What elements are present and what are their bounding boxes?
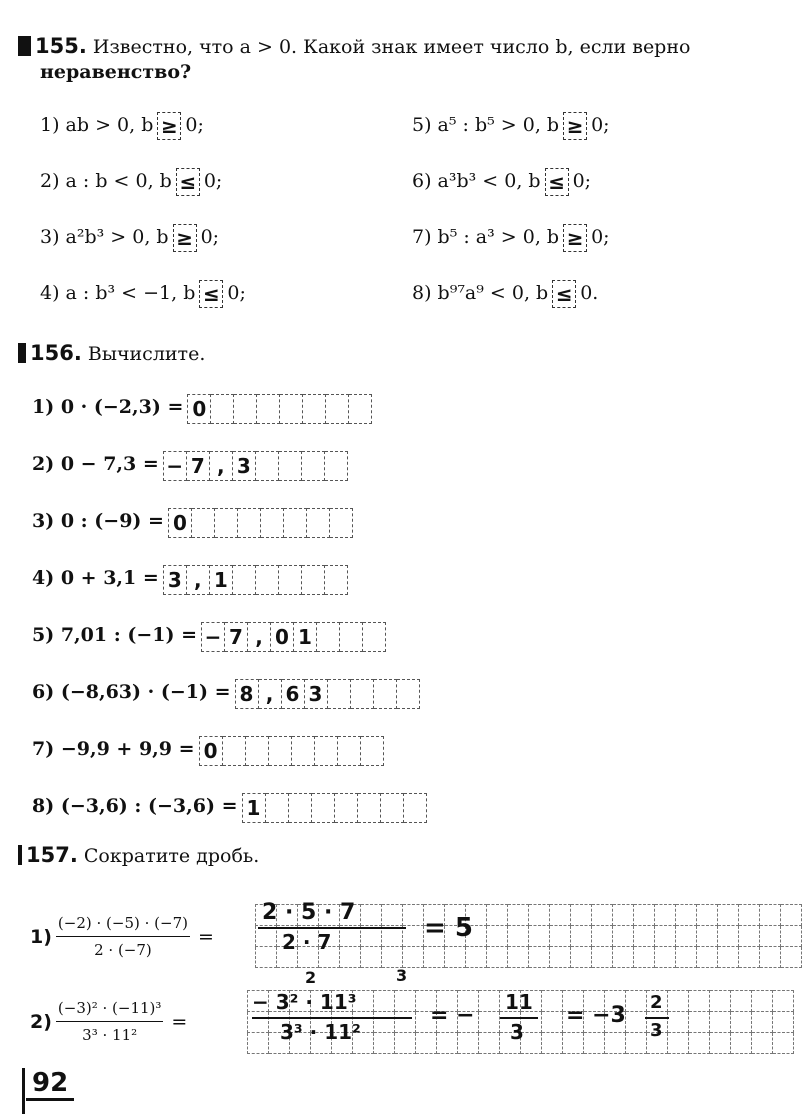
grid-cell[interactable]	[487, 947, 508, 968]
grid-cell[interactable]	[256, 947, 277, 968]
grid-cell[interactable]	[731, 991, 752, 1012]
grid-cell[interactable]	[361, 905, 382, 926]
answer-cell[interactable]	[211, 394, 234, 424]
grid-cell[interactable]	[773, 1012, 794, 1033]
task-155-item-4: 4) a : b³ < −1, b ≤ 0;	[40, 282, 246, 306]
work-denominator: 2 · 7	[282, 930, 332, 954]
grid-cell[interactable]	[542, 1033, 563, 1054]
task-155-item-6: 6) a³b³ < 0, b ≤ 0;	[412, 170, 592, 194]
grid-cell[interactable]	[655, 905, 676, 926]
task-number: 157.	[26, 843, 78, 867]
answer-cell[interactable]	[289, 793, 312, 823]
task-156-header	[18, 341, 205, 366]
grid-cell[interactable]	[752, 1033, 773, 1054]
expression: 7) −9,9 + 9,9 =	[32, 738, 195, 760]
grid-cell[interactable]	[487, 926, 508, 947]
grid-cell[interactable]	[634, 926, 655, 947]
answer-cell[interactable]: 0	[199, 736, 223, 766]
work-middle-numerator: 11	[505, 990, 533, 1014]
page-number: 92	[32, 1068, 69, 1098]
grid-cell[interactable]	[773, 1033, 794, 1054]
answer-cell[interactable]	[328, 679, 351, 709]
grid-cell[interactable]	[508, 926, 529, 947]
expression: 8) (−3,6) : (−3,6) =	[32, 795, 238, 817]
grid-cell[interactable]	[248, 1012, 269, 1033]
fraction-bar	[500, 1017, 538, 1019]
grid-cell[interactable]	[403, 947, 424, 968]
grid-cell[interactable]	[731, 1033, 752, 1054]
grid-cell[interactable]	[626, 1033, 647, 1054]
grid-cell[interactable]	[752, 991, 773, 1012]
answer-cell[interactable]: 0	[187, 394, 211, 424]
answer-cells[interactable]	[187, 394, 372, 424]
task-155-item-1: 1) ab > 0, b ≥ 0;	[40, 114, 204, 138]
grid-cell[interactable]	[424, 947, 445, 968]
task-155-text-line2: неравенство?	[40, 61, 192, 83]
answer-cell[interactable]	[302, 565, 325, 595]
task-marker	[18, 343, 26, 363]
expression: 2) 0 − 7,3 =	[32, 453, 159, 475]
answer-cell[interactable]	[246, 736, 269, 766]
grid-cell[interactable]	[710, 1033, 731, 1054]
grid-cell[interactable]	[605, 1033, 626, 1054]
grid-cell[interactable]	[697, 926, 718, 947]
grid-cell[interactable]	[592, 947, 613, 968]
answer-cell[interactable]	[302, 451, 325, 481]
answer-cell[interactable]	[340, 622, 363, 652]
grid-cell[interactable]	[340, 947, 361, 968]
answer-box[interactable]: ≥	[563, 112, 587, 140]
answer-cell[interactable]	[279, 565, 302, 595]
answer-cell[interactable]: ,	[248, 622, 271, 652]
grid-cell[interactable]	[487, 905, 508, 926]
grid-cell[interactable]	[416, 1033, 437, 1054]
page-number-rule	[22, 1068, 25, 1114]
answer-cell[interactable]: 1	[210, 565, 233, 595]
answer-cell[interactable]: 3	[305, 679, 328, 709]
grid-cell[interactable]	[760, 926, 781, 947]
grid-cell[interactable]	[374, 1033, 395, 1054]
grid-cell[interactable]	[542, 991, 563, 1012]
answer-cell[interactable]	[234, 394, 257, 424]
work-numerator: − 3² · 11³	[252, 990, 357, 1014]
answer-cell[interactable]	[338, 736, 361, 766]
answer-cell[interactable]	[256, 451, 279, 481]
grid-cell[interactable]	[395, 1033, 416, 1054]
answer-cell[interactable]	[266, 793, 289, 823]
grid-cell[interactable]	[550, 926, 571, 947]
task-157-item-1: 1) $\frac{(-2) \cdot (-5) \cdot (-7)}{2 \cdot (-7)}$ =	[30, 910, 214, 963]
answer-box[interactable]: ≥	[563, 224, 587, 252]
grid-cell[interactable]	[479, 991, 500, 1012]
expression: 1) 0 · (−2,3) =	[32, 396, 184, 418]
answer-cell[interactable]	[317, 622, 340, 652]
grid-cell[interactable]	[739, 926, 760, 947]
grid-cell[interactable]	[613, 905, 634, 926]
task-156-title: Вычислите.	[87, 343, 206, 365]
grid-cell[interactable]	[437, 1033, 458, 1054]
answer-box[interactable]: ≤	[176, 168, 200, 196]
expression: 3) 0 : (−9) =	[32, 510, 164, 532]
answer-cell[interactable]: 1	[242, 793, 266, 823]
answer-cell[interactable]: 3	[233, 451, 256, 481]
answer-box[interactable]: ≤	[545, 168, 569, 196]
grid-cell[interactable]	[248, 1033, 269, 1054]
answer-cell[interactable]	[315, 736, 338, 766]
answer-cell[interactable]: ,	[259, 679, 282, 709]
answer-cell[interactable]	[361, 736, 384, 766]
grid-cell[interactable]	[668, 991, 689, 1012]
grid-cell[interactable]	[739, 905, 760, 926]
answer-cell[interactable]: −	[201, 622, 225, 652]
task-155-item-3: 3) a²b³ > 0, b ≥ 0;	[40, 226, 220, 250]
grid-cell[interactable]	[781, 905, 802, 926]
answer-cell[interactable]: 7	[225, 622, 248, 652]
grid-cell[interactable]	[571, 947, 592, 968]
task-156-list	[32, 394, 427, 850]
task-155-item-8: 8) b⁹⁷a⁹ < 0, b ≤ 0.	[412, 282, 599, 306]
grid-cell[interactable]	[668, 1033, 689, 1054]
answer-cell[interactable]	[325, 565, 348, 595]
answer-cell[interactable]	[257, 394, 280, 424]
answer-cell[interactable]: 8	[235, 679, 259, 709]
grid-cell[interactable]	[374, 1012, 395, 1033]
answer-cell[interactable]	[351, 679, 374, 709]
grid-cell[interactable]	[458, 1033, 479, 1054]
grid-cell[interactable]	[529, 926, 550, 947]
grid-cell[interactable]	[668, 1012, 689, 1033]
task-156-item-5	[32, 622, 427, 679]
answer-cells[interactable]	[242, 793, 427, 823]
answer-cells[interactable]	[201, 622, 386, 652]
answer-cell[interactable]	[292, 736, 315, 766]
grid-cell[interactable]	[374, 991, 395, 1012]
task-156-item-2	[32, 451, 427, 508]
work-middle-denominator: 3	[510, 1020, 524, 1044]
grid-cell[interactable]	[382, 947, 403, 968]
answer-cell[interactable]	[269, 736, 292, 766]
work-small-digit: 2	[305, 968, 317, 987]
grid-cell[interactable]	[479, 1012, 500, 1033]
page-number-underline	[26, 1098, 74, 1101]
grid-cell[interactable]	[395, 991, 416, 1012]
work-denominator: 3³ · 11²	[280, 1020, 361, 1044]
task-155-text-line1: Известно, что a > 0. Какой знак имеет число b, если верно	[92, 36, 691, 58]
grid-cell[interactable]	[634, 905, 655, 926]
grid-cell[interactable]	[626, 1012, 647, 1033]
answer-cell[interactable]: 0	[271, 622, 294, 652]
task-157-title: Сократите дробь.	[83, 845, 260, 867]
answer-box[interactable]: ≤	[552, 280, 576, 308]
task-number: 156.	[30, 341, 82, 365]
answer-cell[interactable]	[325, 451, 348, 481]
grid-cell[interactable]	[689, 1012, 710, 1033]
task-155-item-2: 2) a : b < 0, b ≤ 0;	[40, 170, 223, 194]
grid-cell[interactable]	[634, 947, 655, 968]
grid-cell[interactable]	[395, 1012, 416, 1033]
expression: 5) 7,01 : (−1) =	[32, 624, 197, 646]
task-157-item-2: 2) $\frac{\text{(−3)² · (−11)³}}{\text{3³ · 11²}}$ =	[30, 995, 187, 1048]
work-small-digit: 3	[396, 966, 408, 985]
grid-cell[interactable]	[542, 1012, 563, 1033]
answer-cells[interactable]	[235, 679, 420, 709]
grid-cell[interactable]	[529, 947, 550, 968]
grid-cell[interactable]	[626, 991, 647, 1012]
grid-cell[interactable]	[689, 991, 710, 1012]
grid-cell[interactable]	[584, 1033, 605, 1054]
grid-cell[interactable]	[361, 947, 382, 968]
task-156-item-8	[32, 793, 427, 850]
answer-cell[interactable]	[374, 679, 397, 709]
grid-cell[interactable]	[710, 1012, 731, 1033]
fraction-bar	[258, 927, 406, 929]
work-final-numerator: 2	[650, 992, 663, 1013]
answer-cell[interactable]	[215, 508, 238, 538]
grid-cell[interactable]	[718, 905, 739, 926]
grid-cell[interactable]	[752, 1012, 773, 1033]
answer-cell[interactable]	[280, 394, 303, 424]
task-156-item-7	[32, 736, 427, 793]
fraction: $\frac{(-2) \cdot (-5) \cdot (-7)}{2 \cdot (-7)}$	[56, 910, 190, 963]
fraction: $\frac{\text{(−3)² · (−11)³}}{\text{3³ · 11²}}$	[56, 995, 164, 1048]
task-155-item-7: 7) b⁵ : a³ > 0, b ≥ 0;	[412, 226, 610, 250]
answer-cell[interactable]	[279, 451, 302, 481]
answer-cells[interactable]	[163, 565, 348, 595]
expression: 4) 0 + 3,1 =	[32, 567, 159, 589]
answer-cell[interactable]	[307, 508, 330, 538]
grid-cell[interactable]	[563, 1033, 584, 1054]
grid-cell[interactable]	[571, 926, 592, 947]
grid-cell[interactable]	[676, 947, 697, 968]
answer-cell[interactable]	[404, 793, 427, 823]
answer-cell[interactable]	[349, 394, 372, 424]
grid-cell[interactable]	[718, 926, 739, 947]
task-marker	[18, 845, 22, 865]
grid-cell[interactable]	[550, 905, 571, 926]
answer-cell[interactable]	[330, 508, 353, 538]
work-result: = 5	[424, 913, 473, 943]
answer-cell[interactable]	[335, 793, 358, 823]
answer-cell[interactable]: 6	[282, 679, 305, 709]
task-marker	[18, 36, 31, 56]
answer-cells[interactable]	[163, 451, 348, 481]
answer-cell[interactable]	[192, 508, 215, 538]
work-final-denominator: 3	[650, 1020, 663, 1041]
grid-cell[interactable]	[613, 926, 634, 947]
work-final: = −3	[566, 1003, 626, 1028]
fraction-bar	[252, 1017, 412, 1019]
grid-cell[interactable]	[508, 905, 529, 926]
grid-cell[interactable]	[403, 905, 424, 926]
answer-cell[interactable]	[256, 565, 279, 595]
answer-cell[interactable]	[326, 394, 349, 424]
answer-box[interactable]: ≥	[173, 224, 197, 252]
grid-cell[interactable]	[760, 947, 781, 968]
answer-cell[interactable]: ,	[187, 565, 210, 595]
task-number: 155.	[35, 34, 87, 58]
task-155-right-column	[412, 112, 610, 308]
grid-cell[interactable]	[382, 905, 403, 926]
answer-cell[interactable]	[238, 508, 261, 538]
answer-cell[interactable]	[233, 565, 256, 595]
task-156-item-3	[32, 508, 427, 565]
task-156-item-1	[32, 394, 427, 451]
answer-cell[interactable]	[303, 394, 326, 424]
grid-cell[interactable]	[710, 991, 731, 1012]
grid-cell[interactable]	[676, 905, 697, 926]
grid-cell[interactable]	[739, 947, 760, 968]
grid-cell[interactable]	[445, 947, 466, 968]
answer-cell[interactable]	[381, 793, 404, 823]
answer-cell[interactable]: 7	[187, 451, 210, 481]
work-middle: = −	[430, 1003, 475, 1028]
task-156-item-6	[32, 679, 427, 736]
grid-cell[interactable]	[508, 947, 529, 968]
answer-cell[interactable]	[363, 622, 386, 652]
grid-cell[interactable]	[781, 926, 802, 947]
answer-cell[interactable]: 3	[163, 565, 187, 595]
answer-cell[interactable]	[223, 736, 246, 766]
answer-cells[interactable]	[168, 508, 353, 538]
grid-cell[interactable]	[731, 1012, 752, 1033]
grid-cell[interactable]	[760, 905, 781, 926]
task-155-item-5: 5) a⁵ : b⁵ > 0, b ≥ 0;	[412, 114, 610, 138]
grid-cell[interactable]	[571, 905, 592, 926]
answer-cell[interactable]	[397, 679, 420, 709]
task-157-header	[18, 843, 259, 868]
grid-cell[interactable]	[689, 1033, 710, 1054]
grid-cell[interactable]	[592, 926, 613, 947]
work-numerator: 2 · 5 · 7	[262, 900, 356, 925]
answer-cell[interactable]	[284, 508, 307, 538]
grid-cell[interactable]	[697, 905, 718, 926]
answer-box[interactable]: ≥	[157, 112, 181, 140]
grid-cell[interactable]	[718, 947, 739, 968]
grid-cell[interactable]	[613, 947, 634, 968]
answer-cell[interactable]: 0	[168, 508, 192, 538]
grid-cell[interactable]	[655, 926, 676, 947]
answer-cell[interactable]	[358, 793, 381, 823]
grid-cell[interactable]	[529, 905, 550, 926]
fraction-bar	[645, 1017, 669, 1019]
task-155-left-column	[40, 112, 246, 308]
task-155-header	[18, 34, 690, 59]
answer-cell[interactable]	[312, 793, 335, 823]
answer-cell[interactable]: ,	[210, 451, 233, 481]
grid-cell[interactable]	[466, 947, 487, 968]
grid-cell[interactable]	[781, 947, 802, 968]
expression: 6) (−8,63) · (−1) =	[32, 681, 231, 703]
grid-cell[interactable]	[697, 947, 718, 968]
grid-cell[interactable]	[655, 947, 676, 968]
grid-cell[interactable]	[479, 1033, 500, 1054]
answer-cell[interactable]: −	[163, 451, 187, 481]
task-156-item-4	[32, 565, 427, 622]
answer-cell[interactable]: 1	[294, 622, 317, 652]
grid-cell[interactable]	[592, 905, 613, 926]
grid-cell[interactable]	[550, 947, 571, 968]
answer-cells[interactable]	[199, 736, 384, 766]
grid-cell[interactable]	[773, 991, 794, 1012]
answer-box[interactable]: ≤	[199, 280, 223, 308]
answer-cell[interactable]	[261, 508, 284, 538]
grid-cell[interactable]	[676, 926, 697, 947]
